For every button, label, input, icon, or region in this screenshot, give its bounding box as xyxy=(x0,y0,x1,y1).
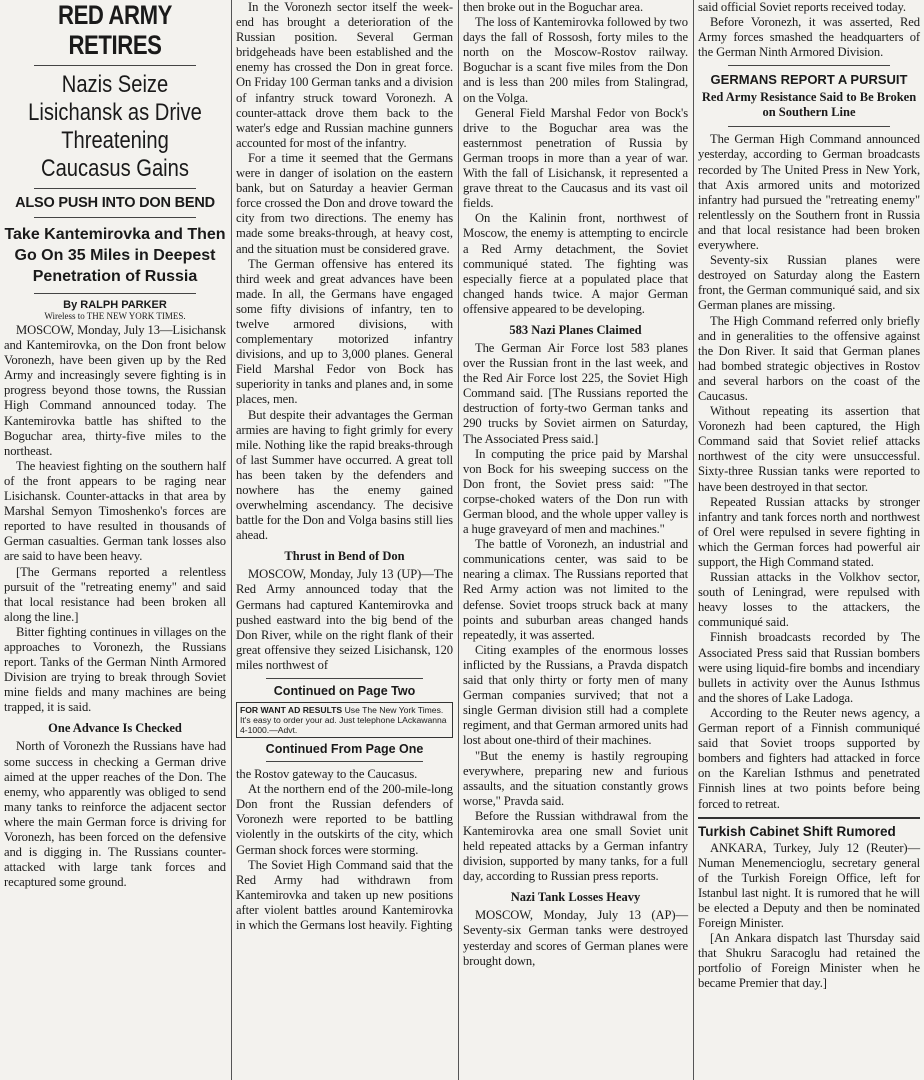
column-3 xyxy=(459,0,692,1080)
article-paragraph: Seventy-six Russian planes were destroyed on Saturday along the Eastern front, the German communiqué said, and six German planes are missing. xyxy=(698,253,920,313)
article-paragraph: said official Soviet reports received today. xyxy=(698,0,906,14)
article-paragraph: [An Ankara dispatch last Thursday said that Shukru Saracoglu had retained the portfolio of Foreign Minister when he became Premier that day.] xyxy=(698,931,920,991)
article-paragraph: The loss of Kantemirovka followed by two days the fall of Rossosh, forty miles to the north on the Moscow-Rostov railway. Boguchar is a scant five miles from the Don and is less than 200 miles from Stalingrad, on the Volga. xyxy=(463,15,688,105)
article-paragraph: Before the Russian withdrawal from the Kantemirovka area one small Soviet unit held repeated attacks by a German infantry division, supported by many tanks, for a full day, according to Russian press reports. xyxy=(463,808,688,884)
divider xyxy=(34,188,196,189)
divider xyxy=(266,761,423,762)
article-paragraph: Bitter fighting continues in villages on the approaches to Voronezh, the Russians report. Tanks of the German Ninth Armored Division are trying to break through Soviet mine fields and many machines are being trapped, it is said. xyxy=(4,624,226,715)
article-paragraph: The German offensive has entered its third week and great advances have been made. In all, the Germans have engaged some fifty divisions of infantry, ten to twelve armored divisions, with complementary motorized infantry divisions, and up to 3,000 planes. General Field Marshal Fedor von Bock has superiority in tanks and planes and, in some places, men. xyxy=(236,256,453,407)
article-paragraph: On the Kalinin front, northwest of Moscow, the enemy is attempting to encircle a Red Army detachment, the Soviet communiqué stated. The fighting was especially fierce at a populated place that changed hands twice. A major German offensive appeared to be developing. xyxy=(463,211,688,316)
article-paragraph: "But the enemy is hastily regrouping everywhere, preparing new and furious assaults, and the situation constantly grows worse," Pravda said. xyxy=(463,748,688,808)
article-paragraph: For a time it seemed that the Germans were in danger of isolation on the eastern bank, but on Saturday a heavier German force crossed the Don and drove toward the city from two directions. The enemy has made some breaks-through, at heavy cost, and the situation must be considered grave. xyxy=(236,150,453,256)
article-paragraph: The battle of Voronezh, an industrial and communications center, was said to be nearing a climax. The Russians reported that Red Army action was not limited to the defense. Soviet troops struck back at many points and suburban areas changed hands repeatedly, it was asserted. xyxy=(463,537,688,642)
continued-notice: Continued on Page Two xyxy=(273,684,416,699)
article-paragraph: ANKARA, Turkey, July 12 (Reuter)—Numan Menemencioglu, secretary general of the Turkish Foreign Office, left for Istanbul last night. It is rumored that he will be elected a Deputy and then be nominated Foreign Minister. xyxy=(698,840,920,931)
article-paragraph: then broke out in the Boguchar area. xyxy=(463,0,643,14)
column-2 xyxy=(232,0,457,1080)
ad-body: Use The New York Times. It's easy to order your ad. Just telephone LAckawanna 4-1000.—Advt. xyxy=(240,705,447,736)
divider xyxy=(728,126,890,127)
subheading: Thrust in Bend of Don xyxy=(284,549,405,564)
divider xyxy=(266,678,423,679)
subheading: One Advance Is Checked xyxy=(48,721,182,736)
byline: By RALPH PARKER xyxy=(63,299,167,311)
divider xyxy=(34,217,196,218)
article-paragraph: Repeated Russian attacks by stronger infantry and tank forces north and northwest of Orel were repulsed in severe fighting in which the German forces had powerful air support, the High Command stated. xyxy=(698,494,920,569)
article-paragraph: The Soviet High Command said that the Red Army had withdrawn from Kantemirovka and taken up new positions after violent battles around Kantemirovka in which the Germans lost heavily. Fighting xyxy=(236,857,453,932)
headline-deck-2: Take Kantemirovka and Then Go On 35 Miles in Deepest Penetration of Russia xyxy=(4,226,226,285)
article-paragraph: Before Voronezh, it was asserted, Red Army forces smashed the headquarters of the German Ninth Armored Division. xyxy=(698,15,920,60)
article-paragraph: North of Voronezh the Russians have had some success in checking a German drive aimed at the upper reaches of the Don. The enemy, who apparently was obliged to send many tanks to reinforce the adjacent sector where the main German force is driving for Voronezh, has been forced on the defensive and is digging in. The Russians counter-attacked with large tank forces and recaptured some ground. xyxy=(4,739,226,890)
article-paragraph: The High Command referred only briefly and in generalities to the offensive against the Don River. It said that German planes had bombed strategic objectives in Rostov and several harbors on the coast of the Caucasus. xyxy=(698,313,920,403)
continued-notice: Continued From Page One xyxy=(265,742,424,757)
article-paragraph: MOSCOW, Monday, July 13 (AP)—Seventy-six German tanks were destroyed yesterday and scores of German planes were brought down, xyxy=(463,908,688,968)
headline-deck: Nazis Seize Lisichansk as Drive Threatening Caucasus Gains xyxy=(28,71,202,182)
article-paragraph: The heaviest fighting on the southern half of the front appears to be raging near Lisichansk. Counter-attacks in that area by Marshal Semyon Timoshenko's forces are reported to have resulted in thousands of German casualties. German tank losses also are said to have been heavy. xyxy=(4,458,226,564)
article-paragraph: MOSCOW, Monday, July 13—Lisichansk and Kantemirovka, on the Don front below Voronezh, have been given up by the Red Army and increasingly severe fighting is in progress beyond those towns, the Russian High Command announced today. The Kantemirovka battle has shifted to the Boguchar area, thirty-five miles to the northeast. xyxy=(4,323,226,458)
subheading: 583 Nazi Planes Claimed xyxy=(509,322,642,337)
article-paragraph: Without repeating its assertion that Voronezh had been captured, the High Command said that Soviet relief attacks northwest of the city were unsuccessful. Sixty-three Russian tanks were reported to have been destroyed in that sector. xyxy=(698,404,920,494)
article-paragraph: Finnish broadcasts recorded by The Associated Press said that Russian bombers were using liquid-fire bombs and incendiary bullets in activity over the Aunus Isthmus and the shores of Lake Ladoga. xyxy=(698,630,920,705)
divider xyxy=(728,65,890,66)
headline-sub: ALSO PUSH INTO DON BEND xyxy=(15,195,215,211)
article-paragraph: The German Air Force lost 583 planes over the Russian front in the last week, and the Red Air Force lost 225, the Soviet High Command said. [The Russians reported the destruction of forty-two German tanks and 290 trucks by Soviet airmen on Saturday, The Associated Press said.] xyxy=(463,340,688,446)
article-paragraph: General Field Marshal Fedor von Bock's drive to the Boguchar area was the easternmost penetration of Russia by German troops in more than a year of war. With the fall of Lisichansk, it represented a grave threat to the Caucasus and its vast oil fields. xyxy=(463,105,688,211)
column-1 xyxy=(0,0,230,1080)
wire-credit: Wireless to THE NEW YORK TIMES. xyxy=(44,311,186,321)
divider xyxy=(698,817,920,819)
article-paragraph: In computing the price paid by Marshal von Bock for his sweeping success on the Don front, the Soviet press said: "The corpse-choked waters of the Don run with German blood, and the whole upper valley is a huge graveyard of men and machines." xyxy=(463,446,688,537)
article-paragraph: [The Germans reported a relentless pursuit of the "retreating enemy" and said that local resistance had been broken all along the line.] xyxy=(4,564,226,624)
article-paragraph: But despite their advantages the German armies are having to fight grimly for every mile. Nothing like the rapid breaks-through of last Summer have occurred. A great toll has been taken by the defenders and nowhere has the enemy gained overwhelming ascendancy. The decisive battle for the Don and Volga basins still lies ahead. xyxy=(236,407,453,543)
article-deck: Red Army Resistance Said to Be Broken on Southern Line xyxy=(701,90,917,120)
article-headline: Turkish Cabinet Shift Rumored xyxy=(698,823,896,839)
column-4 xyxy=(694,0,924,1080)
ad-lead: FOR WANT AD RESULTS xyxy=(240,705,343,716)
article-paragraph: The German High Command announced yesterday, according to German broadcasts recorded by The United Press in New York, that Axis armored units and motorized infantry had pursued the "retreating enemy" relentlessly on the Southern front in Russia and that local resistance had been broken everywhere. xyxy=(698,132,920,253)
divider xyxy=(34,65,196,66)
article-paragraph: In the Voronezh sector itself the week-end has brought a deterioration of the Russian position. Several German bridgeheads have been established and the enemy has crossed the Don in great force. On Friday 100 German tanks and a division of infantry struck toward Voronezh. A counter-attack drove them back to the water's edge and Russian machine gunners accounted for most of the infantry. xyxy=(236,0,453,150)
article-paragraph: the Rostov gateway to the Caucasus. xyxy=(236,767,418,782)
divider xyxy=(34,293,196,294)
want-ad-notice xyxy=(236,702,453,738)
subheading: Nazi Tank Losses Heavy xyxy=(510,890,641,905)
article-headline: GERMANS REPORT A PURSUIT xyxy=(710,72,908,88)
article-paragraph: Citing examples of the enormous losses inflicted by the Russians, a Pravda dispatch said that only thirty or forty men of many German companies survived; that not a single German division still had a complete regiment, and that German armored units had lost about one-third of their machines. xyxy=(463,642,688,748)
article-paragraph: Russian attacks in the Volkhov sector, south of Leningrad, were repulsed with heavy losses to the attackers, the communiqué said. xyxy=(698,570,920,630)
article-paragraph: According to the Reuter news agency, a German report of a Finnish communiqué said that Soviet troops supported by bombers and fighters had attacked in force on the Karelian Isthmus and penetrated Finnish lines at two points before being forced to retreat. xyxy=(698,705,920,811)
article-paragraph: MOSCOW, Monday, July 13 (UP)—The Red Army announced today that the Germans had captured Kantemirovka and pushed eastward into the big bend of the Don River, while on the right flank of their great offensive they seized Lisichansk, 120 miles northwest of xyxy=(236,567,453,672)
article-paragraph: At the northern end of the 200-mile-long Don front the Russian defenders of Voronezh were reported to be battling violently in the outskirts of the city, which German shock forces were storming. xyxy=(236,782,453,857)
main-headline: RED ARMY RETIRES xyxy=(57,0,172,60)
